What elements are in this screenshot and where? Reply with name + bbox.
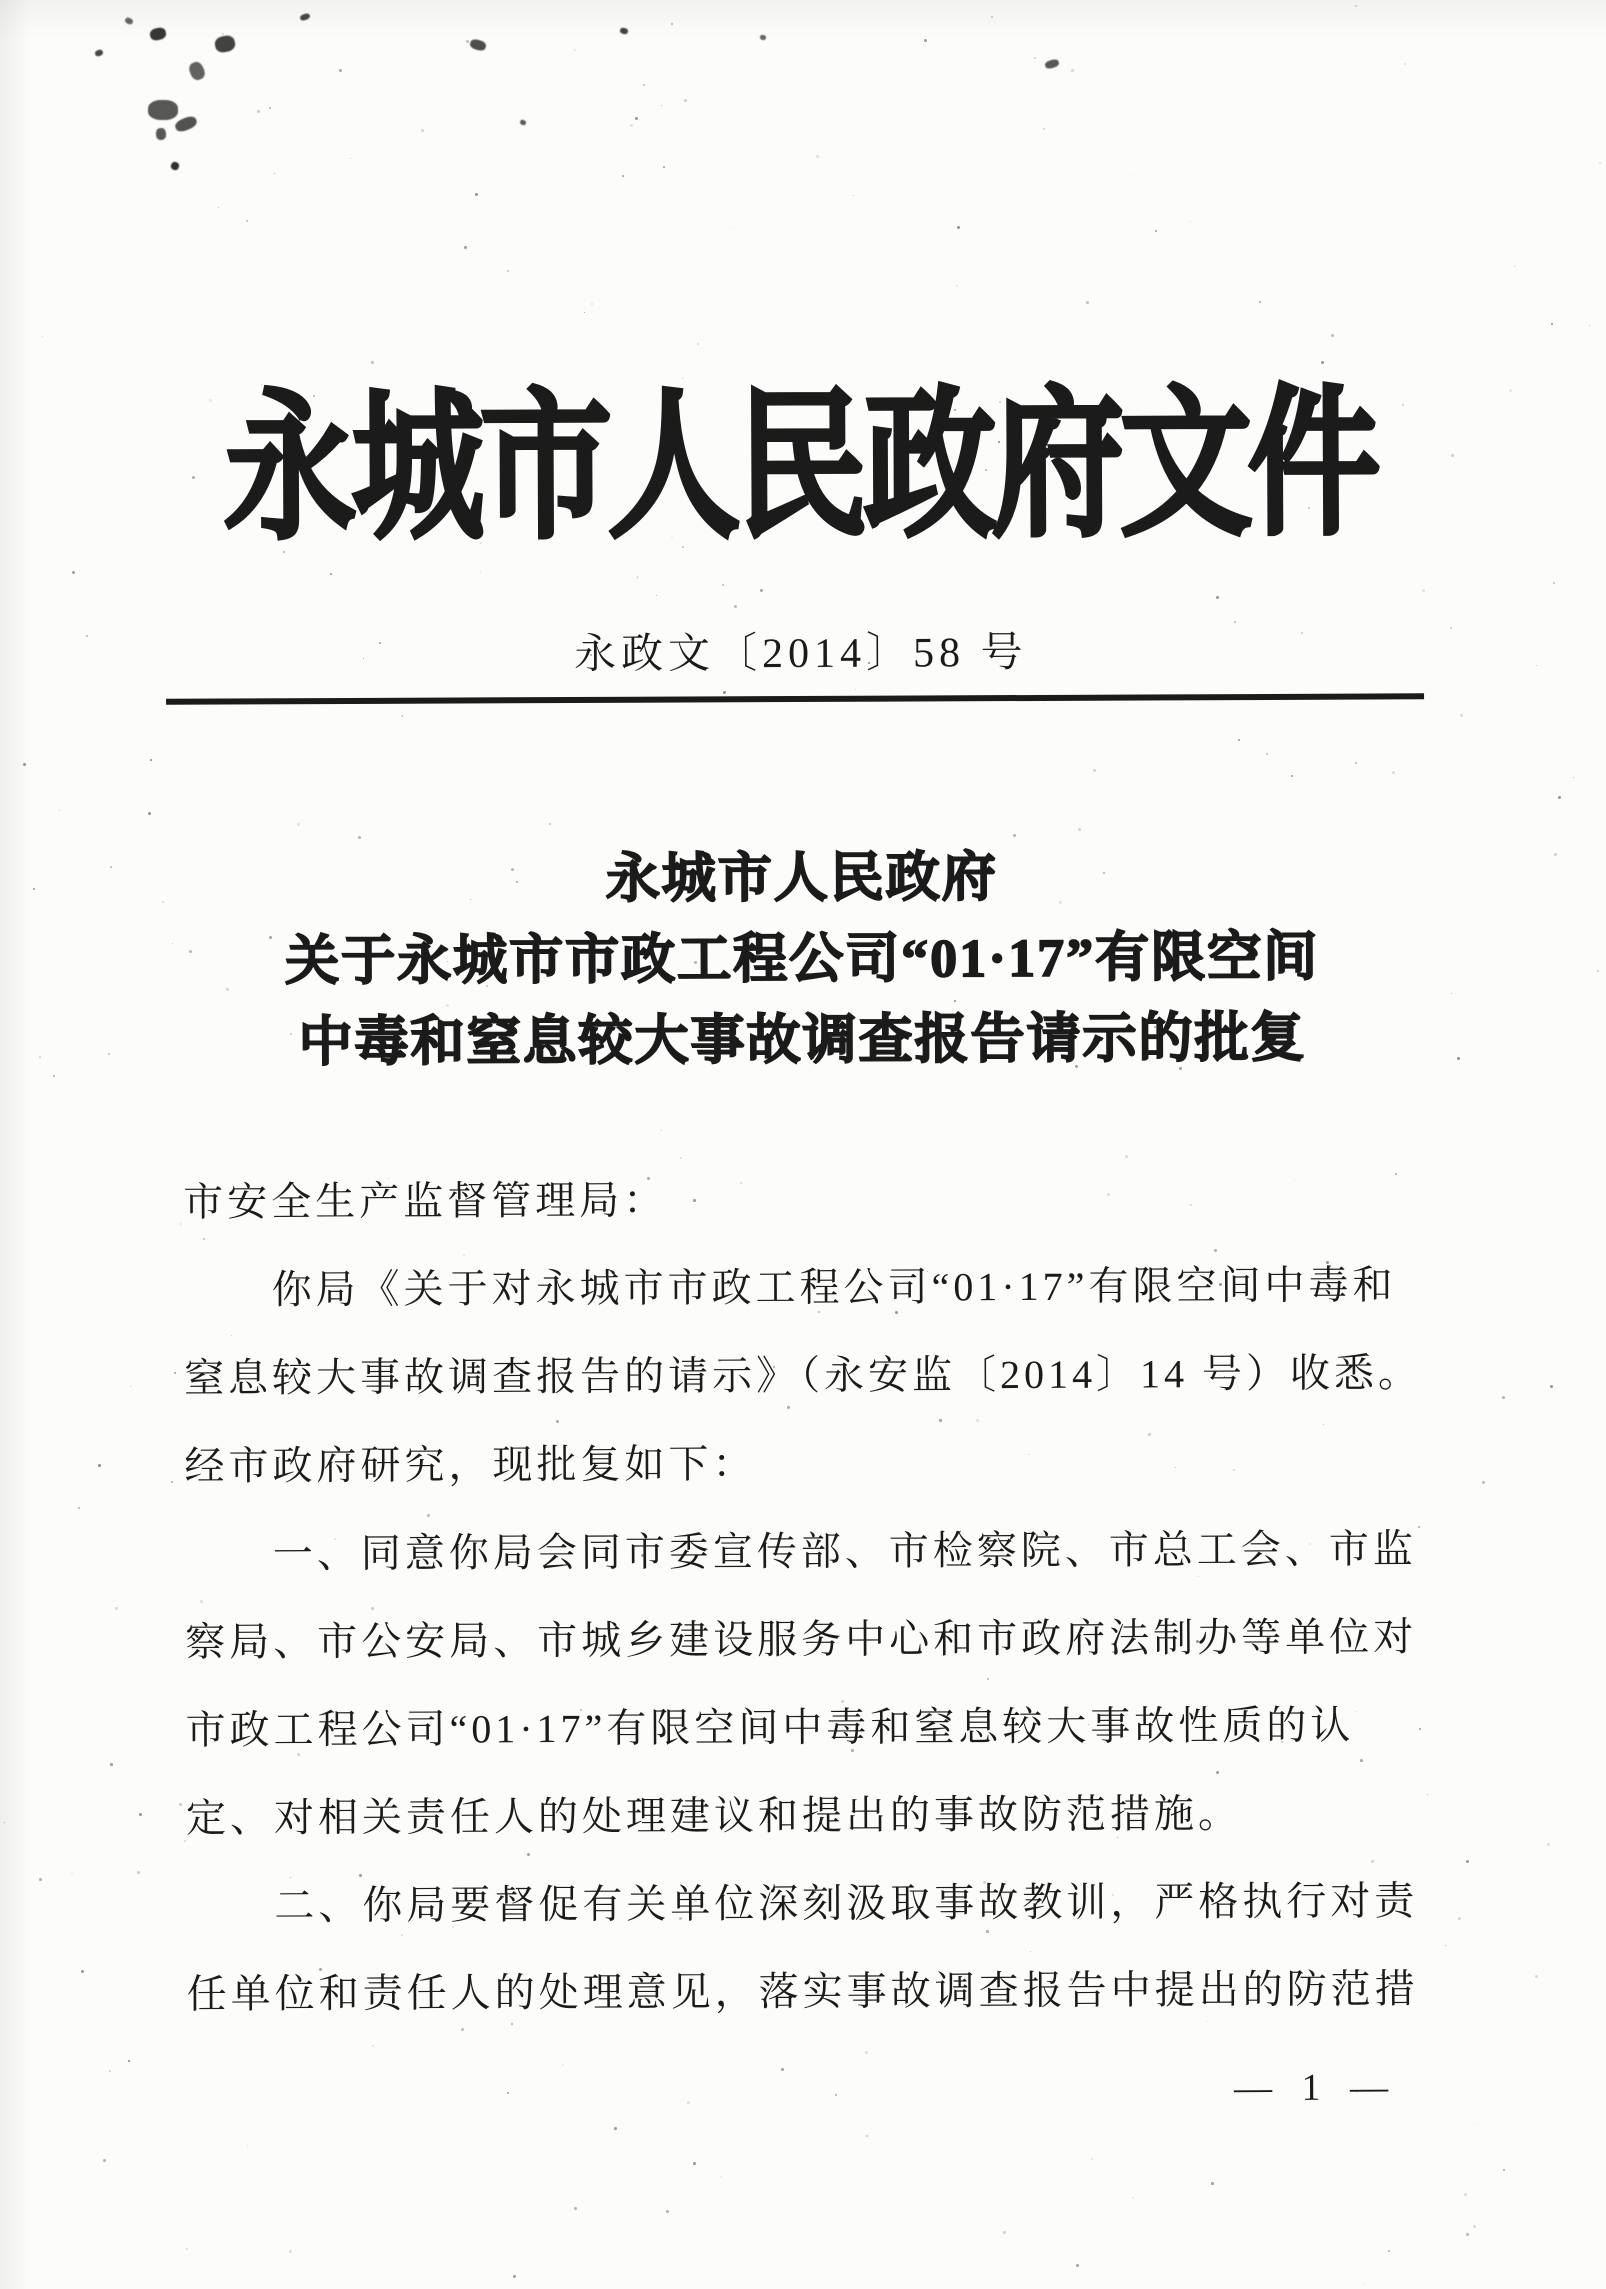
document-title bbox=[0, 834, 1606, 1084]
document-body bbox=[183, 1153, 1437, 2038]
document-title-line-2: 关于永城市市政工程公司“01·17”有限空间 bbox=[285, 926, 1320, 992]
document-title-line-3: 中毒和窒息较大事故调查报告请示的批复 bbox=[298, 1007, 1307, 1073]
body-line: 窒息较大事故调查报告的请示》（永安监〔2014〕14 号）收悉。 bbox=[183, 1350, 1423, 1401]
letterhead-title: 永城市人民政府文件 bbox=[223, 374, 1377, 560]
addressee-line: 市安全生产监督管理局： bbox=[183, 1177, 668, 1225]
body-line: 察局、市公安局、市城乡建设服务中心和市政府法制办等单位对 bbox=[185, 1614, 1418, 1665]
body-line: 二、你局要督促有关单位深刻汲取事故教训，严格执行对责 bbox=[274, 1878, 1419, 1929]
document-number: 永政文〔2014〕58 号 bbox=[573, 630, 1028, 678]
page-number: — 1 — bbox=[1234, 2066, 1399, 2110]
body-line: 一、同意你局会同市委宣传部、市检察院、市总工会、市监 bbox=[272, 1526, 1417, 1577]
header-divider bbox=[166, 693, 1424, 704]
body-line: 你局《关于对永城市市政工程公司“01·17”有限空间中毒和 bbox=[271, 1262, 1397, 1313]
body-line: 市政工程公司“01·17”有限空间中毒和窒息较大事故性质的认 bbox=[185, 1702, 1355, 1753]
body-line: 经市政府研究，现批复如下： bbox=[184, 1441, 757, 1489]
body-line: 定、对相关责任人的处理建议和提出的事故防范措施。 bbox=[185, 1791, 1243, 1841]
body-line: 任单位和责任人的处理意见，落实事故调查报告中提出的防范措 bbox=[186, 1966, 1419, 2017]
document-title-line-1: 永城市人民政府 bbox=[605, 847, 998, 909]
